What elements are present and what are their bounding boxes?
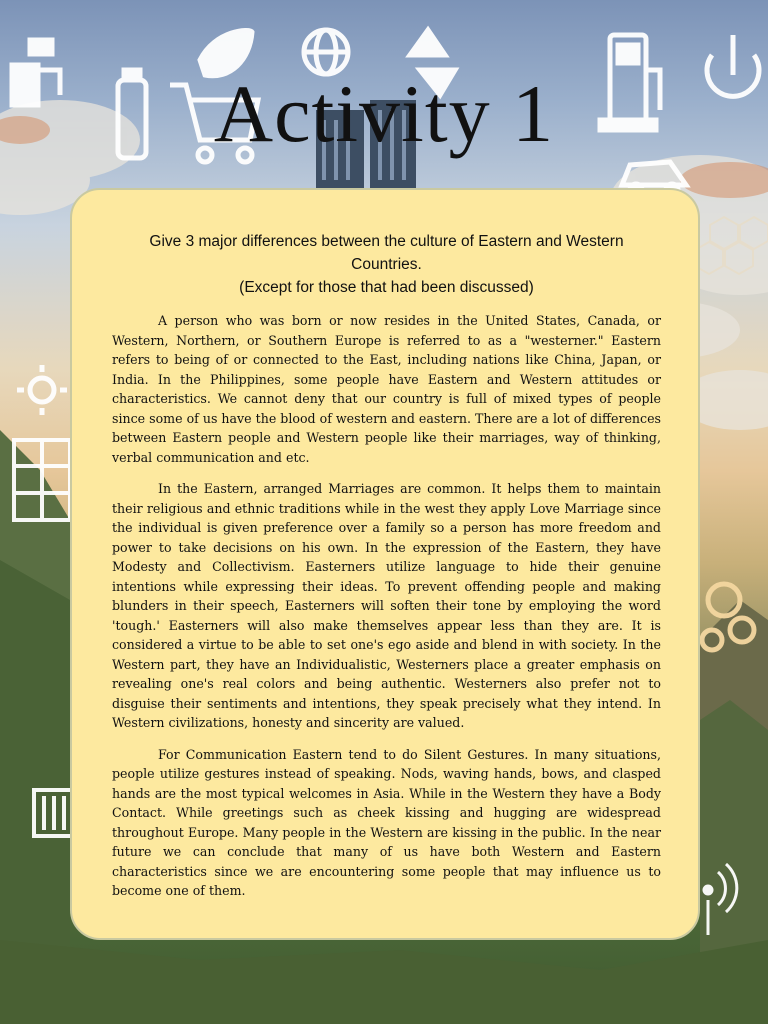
paragraph-marriage-expression: In the Eastern, arranged Marriages are common. It helps them to maintain their religious and ethnic traditions while in the west they apply Love Marriage since the individual is given preference over a family so a person has more freedom and power to take decisions on his own. In the expression of the Eastern, they have Modesty and Collectivism. Easterners utilize language to hide their genuine intentions while expressing their ideas. To prevent offending people and making blunders in their speech, Easterners will soften their tone by employing the word 'tough.' Easterners will also make themselves appear less than they are. It is considered a virtue to be able to set one's ego aside and blend in with society. In the Western part, they have an Individualistic, Westerners place a greater emphasis on revealing one's real colors and being authentic. Westerners also prefer not to disguise their sentiments and intentions, they speak precisely what they intend. In Western civilizations, honesty and sincerity are valued.: [112, 481, 661, 730]
question-line-2: (Except for those that had been discussed): [239, 279, 534, 296]
sun-icon: [17, 365, 67, 415]
question-line-1: Give 3 major differences between the culture of Eastern and Western Countries.: [149, 233, 624, 273]
paragraph-communication: For Communication Eastern tend to do Silent Gestures. In many situations, people utilize gestures instead of speaking. Nods, waving hands, bows, and clasped hands are the most typical welcomes in Asia. While in the Western they have a Body Contact. While greetings such as cheek kissing and hugging are widespread throughout Europe. Many people in the Western are kissing in the public. In the near future we can conclude that many of us have both Western and Eastern characteristics since we are encountering some people that may influence us to become one of them.: [112, 746, 661, 898]
question-heading: [112, 230, 661, 299]
content-card: [70, 188, 700, 940]
page-title: Activity 1: [213, 68, 555, 159]
paragraph-intro: A person who was born or now resides in the United States, Canada, or Western, Northern, or Southern Europe is referred to as a "westerner." Eastern refers to being of or connected to the East, including nations like China, Japan, or India. In the Philippines, some people have Eastern and Western attitudes or characteristics. We cannot deny that our country is full of mixed types of people since some of us have the blood of western and eastern. There are a lot of differences between Eastern people and Western people like their marriages, way of thinking, verbal communication and etc.: [112, 313, 661, 465]
